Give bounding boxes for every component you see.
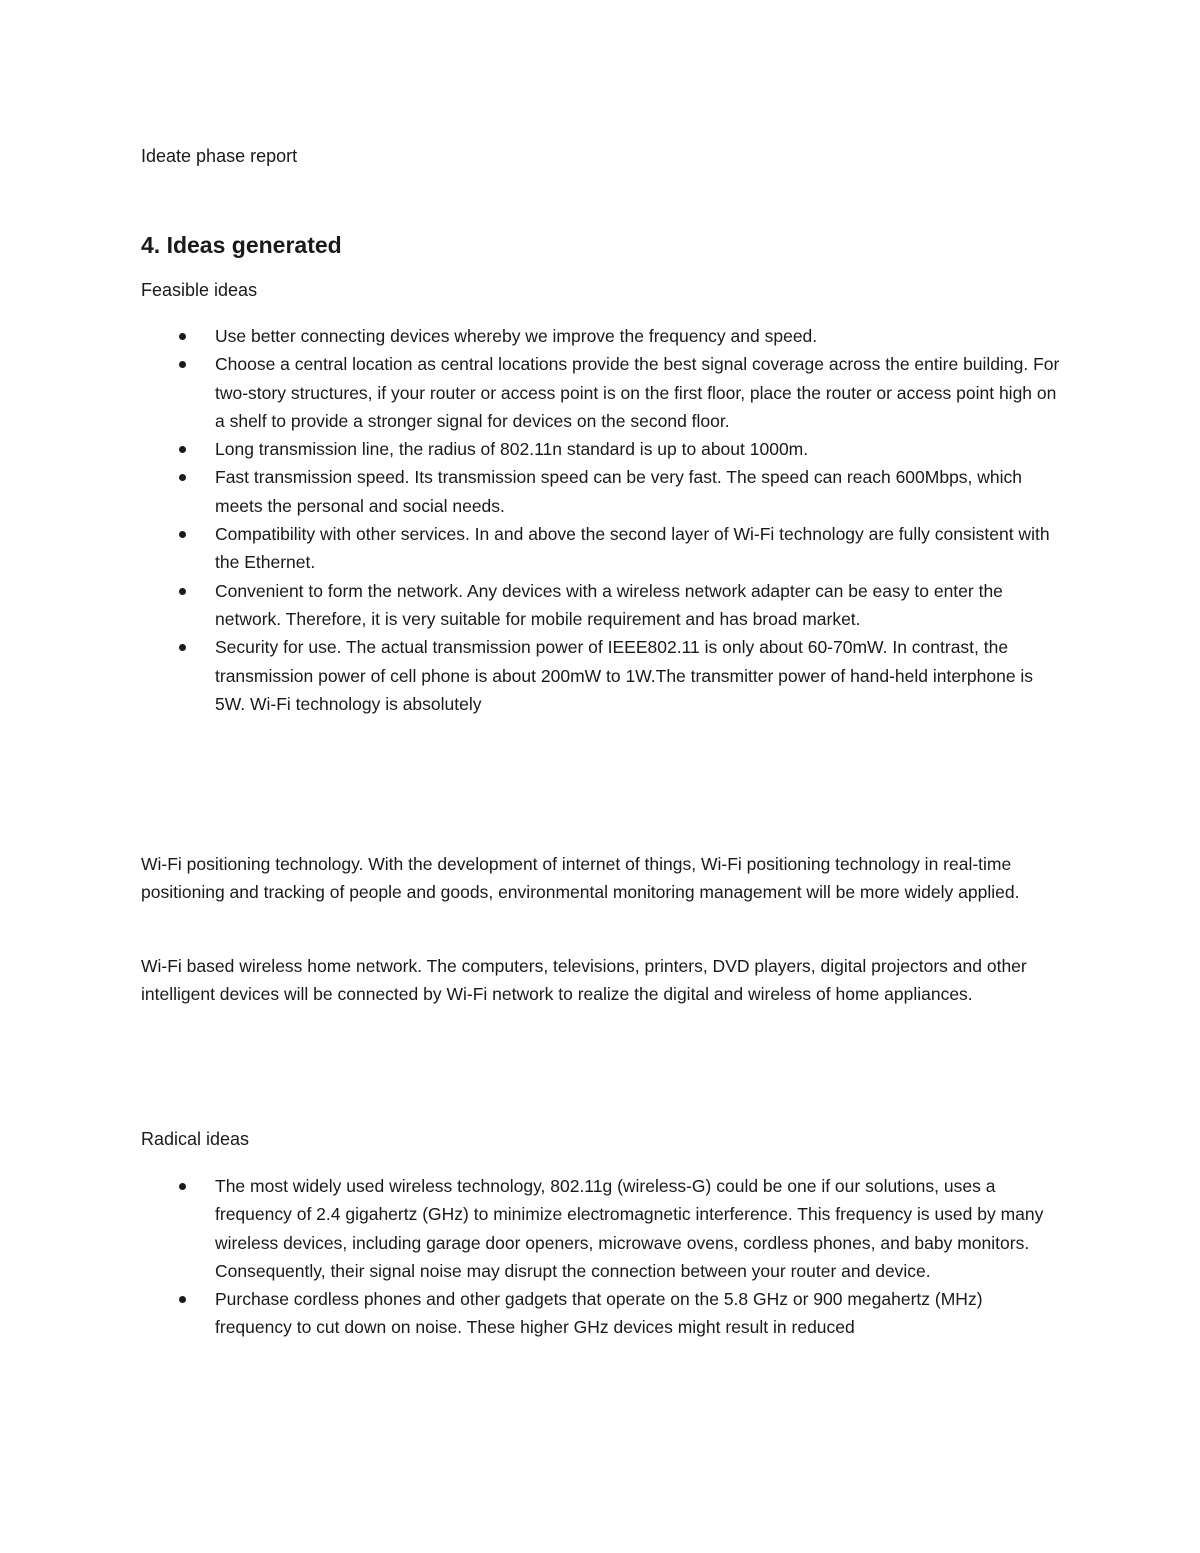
bullet-icon xyxy=(179,361,186,368)
list-item xyxy=(141,322,1061,350)
radical-ideas-label: Radical ideas xyxy=(141,1129,250,1149)
bullet-icon xyxy=(179,474,186,481)
list-item-text: The most widely used wireless technology, 802.11g (wireless-G) could be one if our solutions, uses a frequency of 2.4 gigahertz (GHz) to minimize electromagnetic interference. This frequency is used by many wireless devices, including garage door openers, microwave ovens, cordless phones, and baby monitors. Consequently, their signal noise may disrupt the connection between your router and device. xyxy=(215,1176,1044,1281)
list-item-text: Compatibility with other services. In and above the second layer of Wi-Fi technology are fully consistent with the Ethernet. xyxy=(215,524,1050,573)
bullet-icon xyxy=(179,1296,186,1303)
list-item-text: Security for use. The actual transmission power of IEEE802.11 is only about 60-70mW. In contrast, the transmission power of cell phone is about 200mW to 1W.The transmitter power of hand-held interphone is 5W. Wi-Fi technology is absolutely xyxy=(215,637,1034,714)
list-item-text: Choose a central location as central locations provide the best signal coverage across the entire building. For two-story structures, if your router or access point is on the first floor, place the router or access point high on a shelf to provide a stronger signal for devices on the second floor. xyxy=(215,354,1060,431)
list-item-text: Purchase cordless phones and other gadgets that operate on the 5.8 GHz or 900 megahertz (MHz) frequency to cut down on noise. These higher GHz devices might result in reduced xyxy=(215,1289,983,1338)
feasible-ideas-list xyxy=(141,322,1061,718)
bullet-icon xyxy=(179,644,186,651)
document-title: Ideate phase report xyxy=(141,146,298,166)
list-item xyxy=(141,435,1061,463)
section-heading: 4. Ideas generated xyxy=(141,232,342,258)
list-item-text: Fast transmission speed. Its transmission speed can be very fast. The speed can reach 600Mbps, which meets the personal and social needs. xyxy=(215,467,1023,516)
list-item xyxy=(141,1285,1061,1342)
paragraph-wifi-positioning: Wi-Fi positioning technology. With the development of internet of things, Wi-Fi positioning technology in real-time positioning and tracking of people and goods, environmental monitoring management will be more widely applied. xyxy=(141,854,1020,903)
list-item-text: Convenient to form the network. Any devices with a wireless network adapter can be easy to enter the network. Therefore, it is very suitable for mobile requirement and has broad market. xyxy=(215,580,1003,629)
bullet-icon xyxy=(179,446,186,453)
paragraph-wifi-home-network: Wi-Fi based wireless home network. The computers, televisions, printers, DVD players, digital projectors and other intelligent devices will be connected by Wi-Fi network to realize the digital and wireless of home appliances. xyxy=(141,956,1027,1005)
radical-ideas-list xyxy=(141,1172,1061,1342)
list-item xyxy=(141,350,1061,435)
list-item xyxy=(141,1172,1061,1285)
list-item xyxy=(141,463,1061,520)
list-item xyxy=(141,520,1061,577)
feasible-ideas-label: Feasible ideas xyxy=(141,280,258,300)
bullet-icon xyxy=(179,1183,186,1190)
list-item-text: Long transmission line, the radius of 802.11n standard is up to about 1000m. xyxy=(215,439,809,460)
bullet-icon xyxy=(179,588,186,595)
bullet-icon xyxy=(179,333,186,340)
list-item xyxy=(141,577,1061,634)
list-item-text: Use better connecting devices whereby we improve the frequency and speed. xyxy=(215,326,818,346)
list-item xyxy=(141,633,1061,718)
bullet-icon xyxy=(179,531,186,538)
